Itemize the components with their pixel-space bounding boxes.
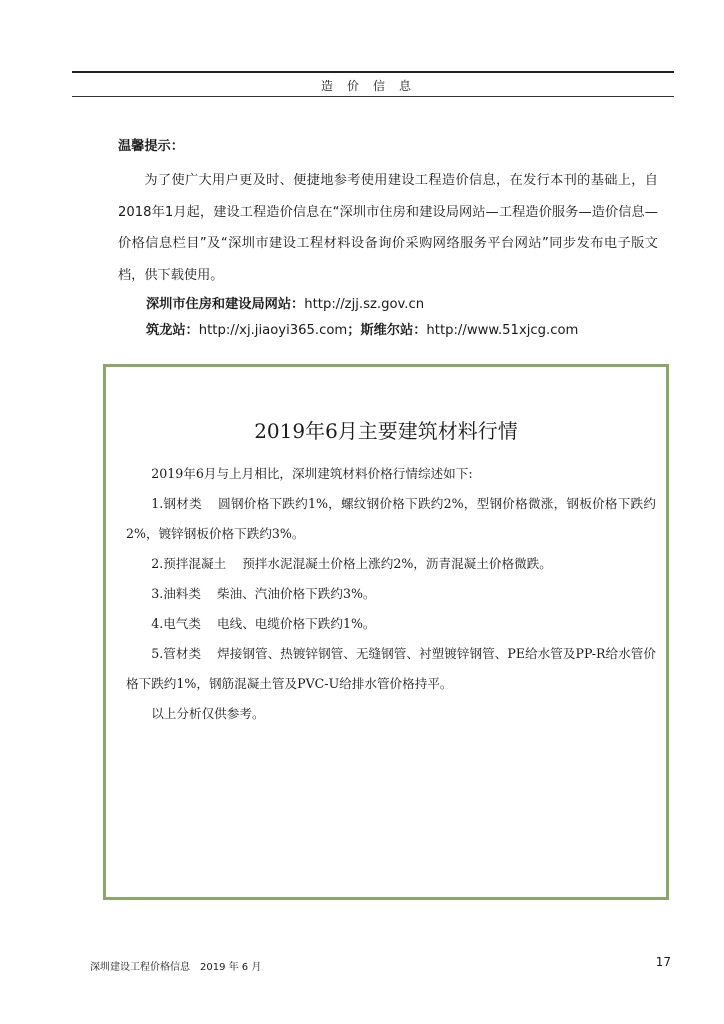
thsware-label: 斯维尔站： — [360, 323, 427, 338]
zhulong-label: 筑龙站： — [146, 323, 199, 338]
zhulong-link[interactable]: http://xj.jiaoyi365.com — [198, 323, 348, 338]
market-body — [126, 459, 656, 729]
item-text: 柴油、汽油价格下跌约3%。 — [217, 586, 376, 601]
item-category: 2.预拌混凝土 — [151, 556, 227, 571]
market-item — [126, 489, 656, 549]
thsware-link[interactable]: http://www.51xjcg.com — [426, 323, 579, 338]
header-rule-top — [72, 71, 674, 73]
website-link[interactable]: http://zjj.sz.gov.cn — [304, 297, 425, 312]
item-category: 1.钢材类 — [151, 496, 202, 511]
item-category: 3.油料类 — [151, 586, 201, 601]
market-closing: 以上分析仅供参考。 — [151, 706, 265, 721]
market-item — [126, 549, 656, 579]
website-label: 深圳市住房和建设局网站： — [146, 297, 305, 312]
item-text: 焊接钢管、热镀锌钢管、无缝钢管、衬塑镀锌钢管、PE给水管及PP-R给水管价格下跌约1%，钢筋混凝土管及PVC-U给排水管价格持平。 — [126, 646, 656, 691]
notice-paragraph: 为了使广大用户更及时、便捷地参考使用建设工程造价信息，在发行本刊的基础上，自2018年1月起，建设工程造价信息在“深圳市住房和建设局网站—工程造价服务—造价信息—价格信息栏目”及“深圳市建设工程材料设备询价采购网络服务平台网站”同步发布电子版文档，供下载使用。 — [118, 173, 658, 283]
notice-mirror-line — [118, 321, 658, 341]
page-number: 17 — [655, 955, 671, 969]
item-text: 预拌水泥混凝土价格上涨约2%，沥青混凝土价格微跌。 — [242, 556, 552, 571]
item-category: 5.管材类 — [151, 646, 202, 661]
footer-publication: 深圳建设工程价格信息 2019 年 6 月 — [90, 962, 262, 973]
item-category: 4.电气类 — [151, 616, 201, 631]
notice-title: 温馨提示： — [118, 139, 184, 154]
market-summary-box — [103, 364, 669, 900]
market-intro: 2019年6月与上月相比，深圳建筑材料价格行情综述如下: — [151, 466, 473, 481]
notice-website-line — [118, 295, 658, 315]
market-item — [126, 579, 656, 609]
item-text: 圆钢价格下跌约1%，螺纹钢价格下跌约2%，型钢价格微涨，钢板价格下跌约2%，镀锌钢板价格下跌约3%。 — [126, 496, 656, 541]
notice-section — [118, 137, 658, 341]
market-item — [126, 609, 656, 639]
market-item — [126, 639, 656, 699]
header-rule-bottom — [72, 96, 674, 97]
market-title: 2019年6月主要建筑材料行情 — [254, 419, 518, 443]
running-header-title: 造价信息 — [320, 79, 425, 93]
item-text: 电线、电缆价格下跌约1%。 — [217, 616, 376, 631]
link-separator: ； — [347, 323, 361, 338]
